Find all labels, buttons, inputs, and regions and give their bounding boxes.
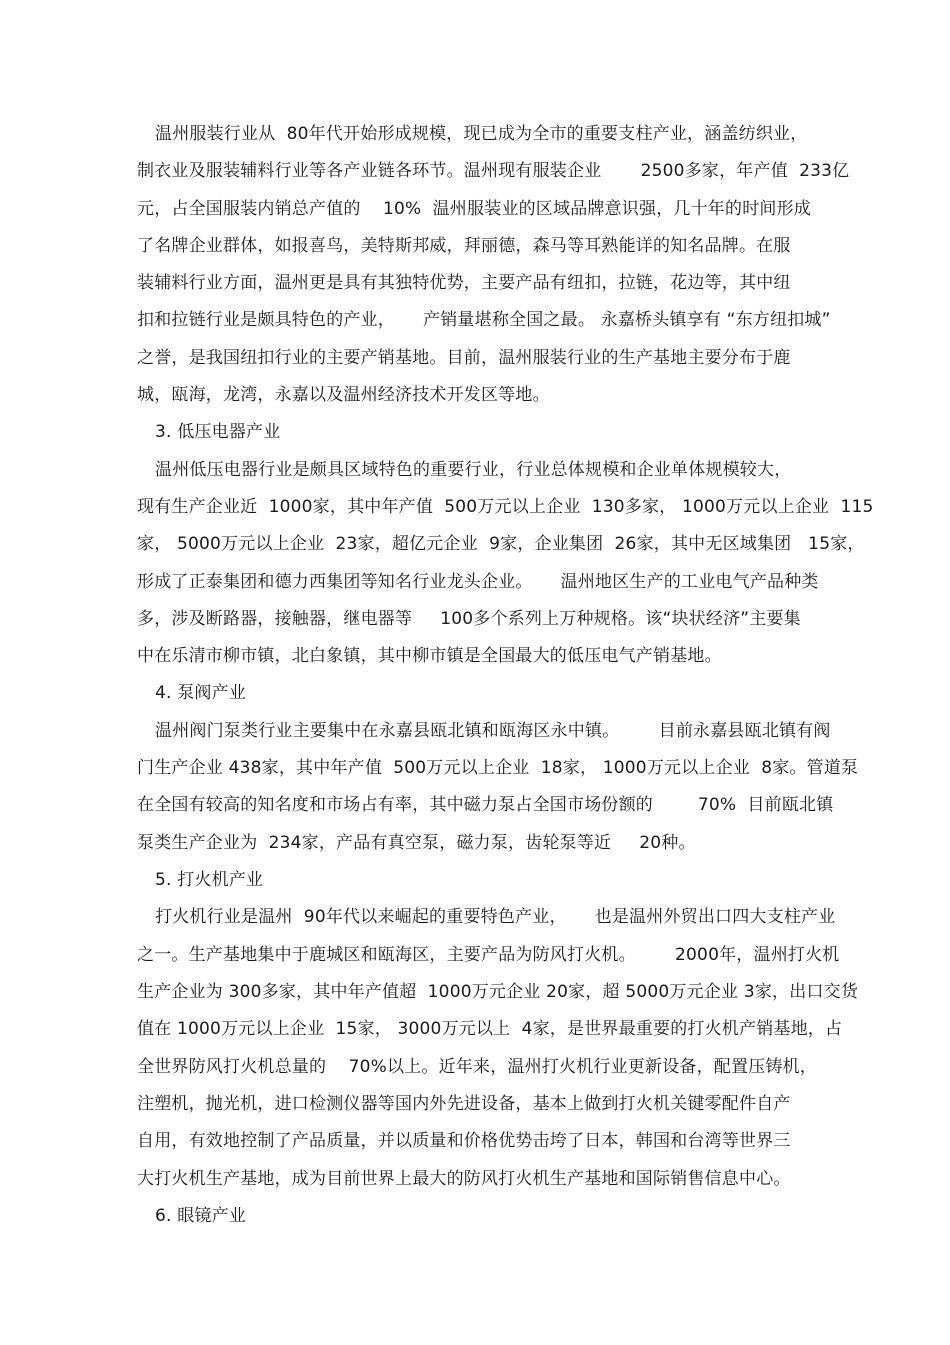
text-line: 温州服装行业从 80年代开始形成规模，现已成为全市的重要支柱产业，涵盖纺织业，	[155, 124, 808, 144]
section-heading: 4. 泵阀产业	[155, 683, 247, 703]
text-line: 值在 1000万元以上企业 15家， 3000万元以上 4家，是世界最重要的打火机产销基地，占	[137, 1019, 843, 1039]
text-line: 大打火机生产基地，成为目前世界上最大的防风打火机生产基地和国际销售信息中心。	[137, 1169, 791, 1189]
section-heading: 3. 低压电器产业	[155, 422, 281, 442]
text-line: 扣和拉链行业是颇具特色的产业， 产销量堪称全国之最。 永嘉桥头镇享有 “东方纽扣城”	[137, 310, 831, 330]
text-line: 温州低压电器行业是颇具区域特色的重要行业，行业总体规模和企业单体规模较大，	[155, 460, 792, 480]
text-line: 温州阀门泵类行业主要集中在永嘉县瓯北镇和瓯海区永中镇。 目前永嘉县瓯北镇有阀	[155, 721, 831, 741]
text-line: 现有生产企业近 1000家，其中年产值 500万元以上企业 130多家， 1000万元以上企业 115	[137, 497, 874, 517]
text-line: 中在乐清市柳市镇，北白象镇，其中柳市镇是全国最大的低压电气产销基地。	[137, 646, 722, 666]
text-line: 全世界防风打火机总量的 70%以上。近年来，温州打火机行业更新设备，配置压铸机，	[137, 1057, 817, 1077]
text-line: 之誉，是我国纽扣行业的主要产销基地。目前，温州服装行业的生产基地主要分布于鹿	[137, 348, 791, 368]
text-line: 之一。生产基地集中于鹿城区和瓯海区，主要产品为防风打火机。 2000年，温州打火机	[137, 945, 840, 965]
text-line: 泵类生产企业为 234家，产品有真空泵，磁力泵，齿轮泵等近 20种。	[137, 833, 696, 853]
text-line: 打火机行业是温州 90年代以来崛起的重要特色产业， 也是温州外贸出口四大支柱产业	[155, 907, 836, 927]
section-heading: 5. 打火机产业	[155, 870, 264, 890]
text-line: 城，瓯海，龙湾，永嘉以及温州经济技术开发区等地。	[137, 385, 550, 405]
text-line: 制衣业及服装辅料行业等各产业链各环节。温州现有服装企业 2500多家，年产值 233亿	[137, 161, 850, 181]
text-line: 注塑机，抛光机，进口检测仪器等国内外先进设备，基本上做到打火机关键零配件自产	[137, 1094, 791, 1114]
section-heading: 6. 眼镜产业	[155, 1206, 247, 1226]
text-line: 装辅料行业方面，温州更是具有其独特优势，主要产品有纽扣，拉链，花边等，其中纽	[137, 273, 791, 293]
text-line: 自用，有效地控制了产品质量，并以质量和价格优势击垮了日本，韩国和台湾等世界三	[137, 1131, 791, 1151]
text-line: 元，占全国服装内销总产值的 10% 温州服装业的区域品牌意识强，几十年的时间形成	[137, 199, 812, 219]
text-line: 形成了正泰集团和德力西集团等知名行业龙头企业。 温州地区生产的工业电气产品种类	[137, 572, 819, 592]
text-line: 多，涉及断路器，接触器，继电器等 100多个系列上万种规格。该“块状经济”主要集	[137, 609, 801, 629]
text-line: 家， 5000万元以上企业 23家，超亿元企业 9家，企业集团 26家，其中无区域集团 15家，	[137, 534, 865, 554]
text-line: 了名牌企业群体，如报喜鸟，美特斯邦威，拜丽德，森马等耳熟能详的知名品牌。在服	[137, 236, 791, 256]
text-line: 生产企业为 300多家，其中年产值超 1000万元企业 20家，超 5000万元企业 3家，出口交货	[137, 982, 859, 1002]
text-line: 在全国有较高的知名度和市场占有率，其中磁力泵占全国市场份额的 70% 目前瓯北镇	[137, 795, 834, 815]
text-line: 门生产企业 438家，其中年产值 500万元以上企业 18家， 1000万元以上企业 8家。管道泵	[137, 758, 859, 778]
